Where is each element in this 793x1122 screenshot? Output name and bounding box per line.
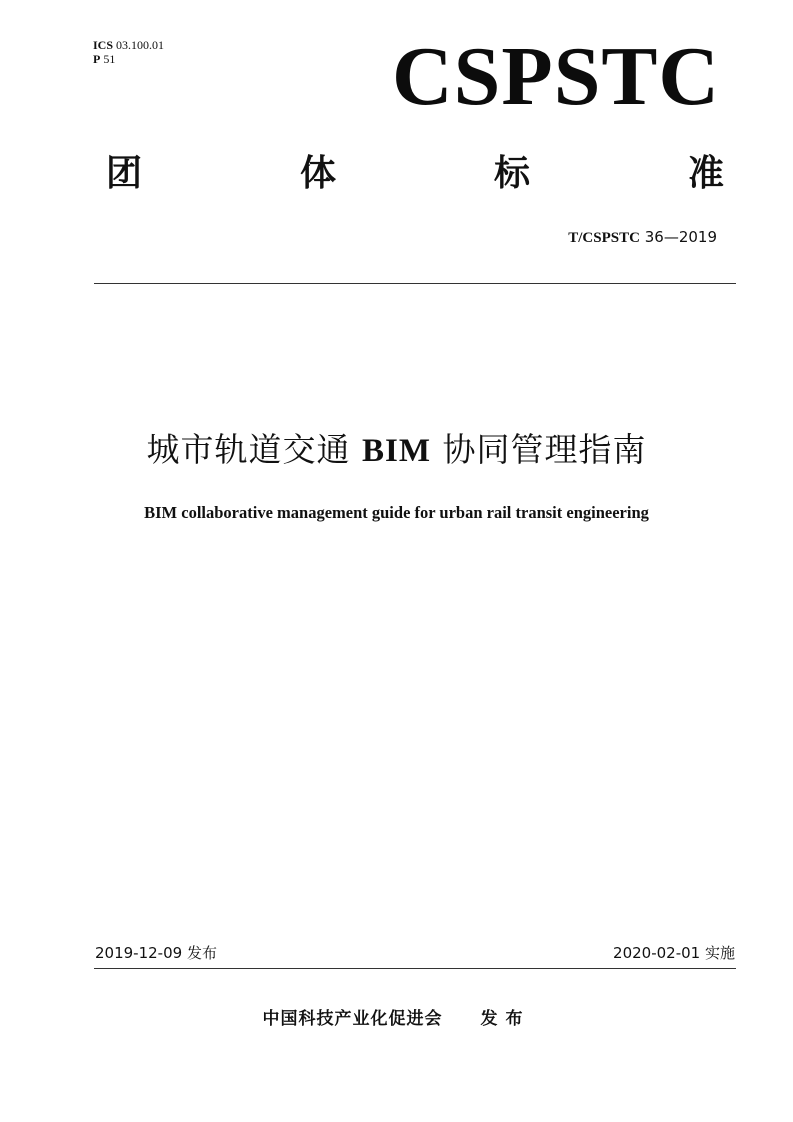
standard-type-char: 体 (299, 153, 336, 194)
publisher-line (0, 1007, 793, 1031)
ics-value: 03.100.01 (116, 38, 165, 52)
document-title-cn (0, 428, 793, 473)
ics-label: ICS (93, 38, 114, 52)
implementation-date: 2020-02-01 实施 (613, 944, 735, 962)
publisher-name: 中国科技产业化促进会 (262, 1009, 443, 1029)
class-value: 51 (103, 52, 116, 66)
standard-type-char: 准 (687, 153, 724, 194)
standard-type-char: 团 (106, 153, 143, 194)
document-title-en: BIM collaborative management guide for urban rail transit engineering (144, 503, 649, 522)
standard-type-heading (106, 152, 724, 196)
ics-line (93, 38, 164, 52)
organization-logo: CSPSTC (392, 30, 721, 123)
classification-codes (93, 38, 164, 66)
top-divider (94, 283, 736, 284)
standard-type-char: 标 (493, 153, 530, 194)
issue-date: 2019-12-09 发布 (95, 944, 217, 962)
title-cn-part2: 协同管理指南 (442, 430, 647, 469)
title-cn-latin: BIM (362, 433, 431, 469)
standard-code: T/CSPSTC (568, 230, 640, 246)
publish-action: 发布 (480, 1009, 531, 1029)
class-label: P (93, 52, 101, 66)
standard-number (568, 228, 717, 247)
title-cn-part1: 城市轨道交通 (146, 430, 351, 469)
bottom-divider (94, 968, 736, 969)
standard-serial: 36—2019 (644, 228, 717, 246)
class-line (93, 52, 164, 66)
